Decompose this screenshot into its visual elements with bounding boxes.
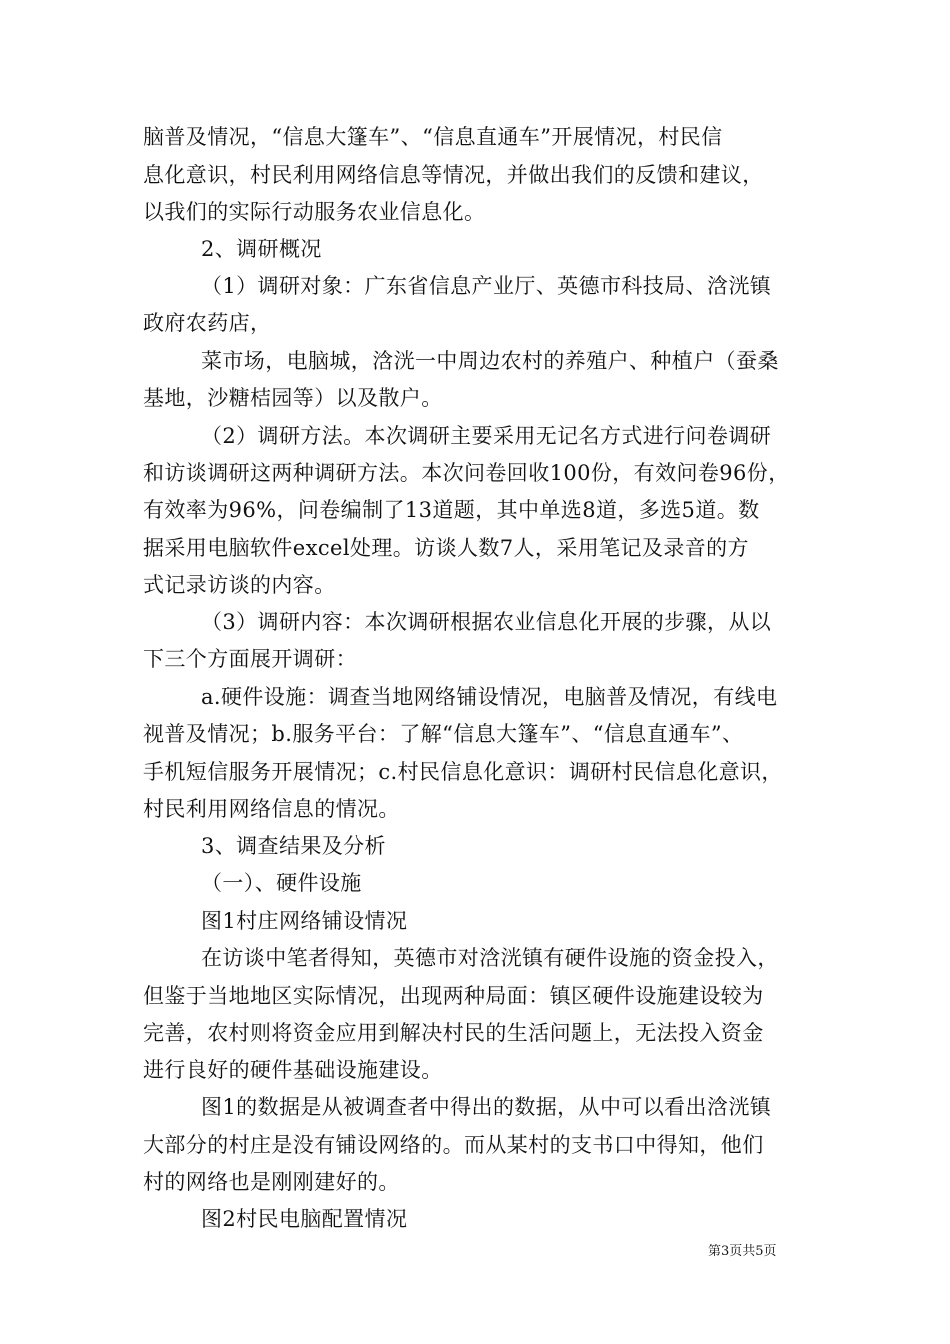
- paragraph-line: 有效率为96%，问卷编制了13道题，其中单选8道，多选5道。数: [143, 498, 760, 522]
- section-heading: 2、调研概况: [201, 237, 322, 261]
- paragraph-line: 和访谈调研这两种调研方法。本次问卷回收100份，有效问卷96份，: [143, 461, 790, 485]
- paragraph-line: 基地，沙糖桔园等）以及散户。: [143, 386, 443, 410]
- paragraph-line: 村的网络也是刚刚建好的。: [143, 1170, 400, 1194]
- paragraph-line: 下三个方面展开调研：: [143, 647, 357, 671]
- paragraph-line: 政府农药店，: [143, 311, 272, 335]
- paragraph-line: a.硬件设施：调查当地网络铺设情况，电脑普及情况，有线电: [201, 685, 778, 709]
- paragraph-line: 息化意识，村民利用网络信息等情况，并做出我们的反馈和建议，: [143, 163, 764, 187]
- paragraph-line: （3）调研内容：本次调研根据农业信息化开展的步骤，从以: [201, 610, 772, 634]
- figure-caption: 图2村民电脑配置情况: [201, 1207, 408, 1231]
- subsection-heading: （一）、硬件设施: [201, 871, 362, 895]
- paragraph-line: 式记录访谈的内容。: [143, 573, 336, 597]
- paragraph-line: 以我们的实际行动服务农业信息化。: [143, 200, 486, 224]
- paragraph-line: 大部分的村庄是没有铺设网络的。而从某村的支书口中得知，他们: [143, 1133, 764, 1157]
- paragraph-line: 脑普及情况，“信息大篷车”、“信息直通车”开展情况，村民信: [143, 125, 723, 149]
- paragraph-line: 村民利用网络信息的情况。: [143, 797, 400, 821]
- paragraph-line: 据采用电脑软件excel处理。访谈人数7人，采用笔记及录音的方: [143, 536, 749, 560]
- page-number: 第3页共5页: [708, 1244, 777, 1259]
- paragraph-line: 手机短信服务开展情况；c.村民信息化意识：调研村民信息化意识，: [143, 760, 783, 784]
- paragraph-line: （2）调研方法。本次调研主要采用无记名方式进行问卷调研: [201, 424, 772, 448]
- paragraph-line: 完善，农村则将资金应用到解决村民的生活问题上，无法投入资金: [143, 1021, 764, 1045]
- paragraph-line: 在访谈中笔者得知，英德市对浛洸镇有硬件设施的资金投入，: [201, 946, 779, 970]
- paragraph-line: 视普及情况；b.服务平台：了解“信息大篷车”、“信息直通车”、: [143, 722, 744, 746]
- paragraph-line: 图1的数据是从被调查者中得出的数据，从中可以看出浛洸镇: [201, 1095, 772, 1119]
- figure-caption: 图1村庄网络铺设情况: [201, 909, 408, 933]
- paragraph-line: 进行良好的硬件基础设施建设。: [143, 1058, 443, 1082]
- paragraph-line: （1）调研对象：广东省信息产业厅、英德市科技局、浛洸镇: [201, 274, 772, 298]
- paragraph-line: 菜市场，电脑城，浛洸一中周边农村的养殖户、种植户（蚕桑: [201, 349, 779, 373]
- section-heading: 3、调查结果及分析: [201, 834, 386, 858]
- paragraph-line: 但鉴于当地地区实际情况，出现两种局面：镇区硬件设施建设较为: [143, 984, 764, 1008]
